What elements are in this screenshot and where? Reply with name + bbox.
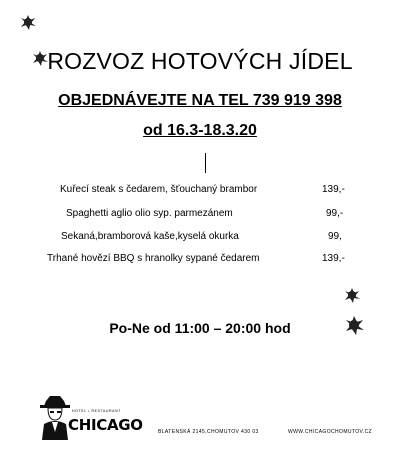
menu-item-price: 99, [328, 231, 342, 242]
menu-item [0, 205, 400, 223]
date-range: od 16.3-18.3.20 [143, 122, 257, 139]
menu-item [0, 250, 400, 268]
text-cursor [205, 153, 206, 173]
menu-item-price: 99,- [326, 208, 344, 219]
order-phone-line: OBJEDNÁVEJTE NA TEL 739 919 398 [58, 92, 342, 109]
menu-item-name: Kuřecí steak s čedarem, šťouchaný brambor [60, 184, 258, 195]
bullet-hole-icon [21, 15, 36, 30]
menu-item-name: Spaghetti aglio olio syp. parmezánem [66, 208, 233, 219]
bullet-hole-icon [345, 288, 360, 303]
menu-item-price: 139,- [322, 184, 345, 195]
page-title: ROZVOZ HOTOVÝCH JÍDEL [47, 48, 353, 74]
menu-item [0, 228, 400, 246]
footer-address: BLATENSKÁ 2145,CHOMUTOV 430 03 [158, 429, 259, 435]
menu-item-name: Sekaná,bramborová kaše,kyselá okurka [61, 231, 239, 242]
logo-wordmark: CHICAGO [68, 416, 143, 434]
menu-item [0, 181, 400, 199]
gangster-logo-icon [38, 392, 72, 442]
footer-website: WWW.CHICAGOCHOMUTOV.CZ [288, 429, 373, 435]
menu-item-price: 139,- [322, 253, 345, 264]
menu-item-name: Trhané hovězí BBQ s hranolky sypané čedarem [47, 253, 260, 264]
logo-tagline: HOTEL • RESTAURANT [72, 409, 121, 413]
opening-hours: Po-Ne od 11:00 – 20:00 hod [109, 320, 291, 336]
